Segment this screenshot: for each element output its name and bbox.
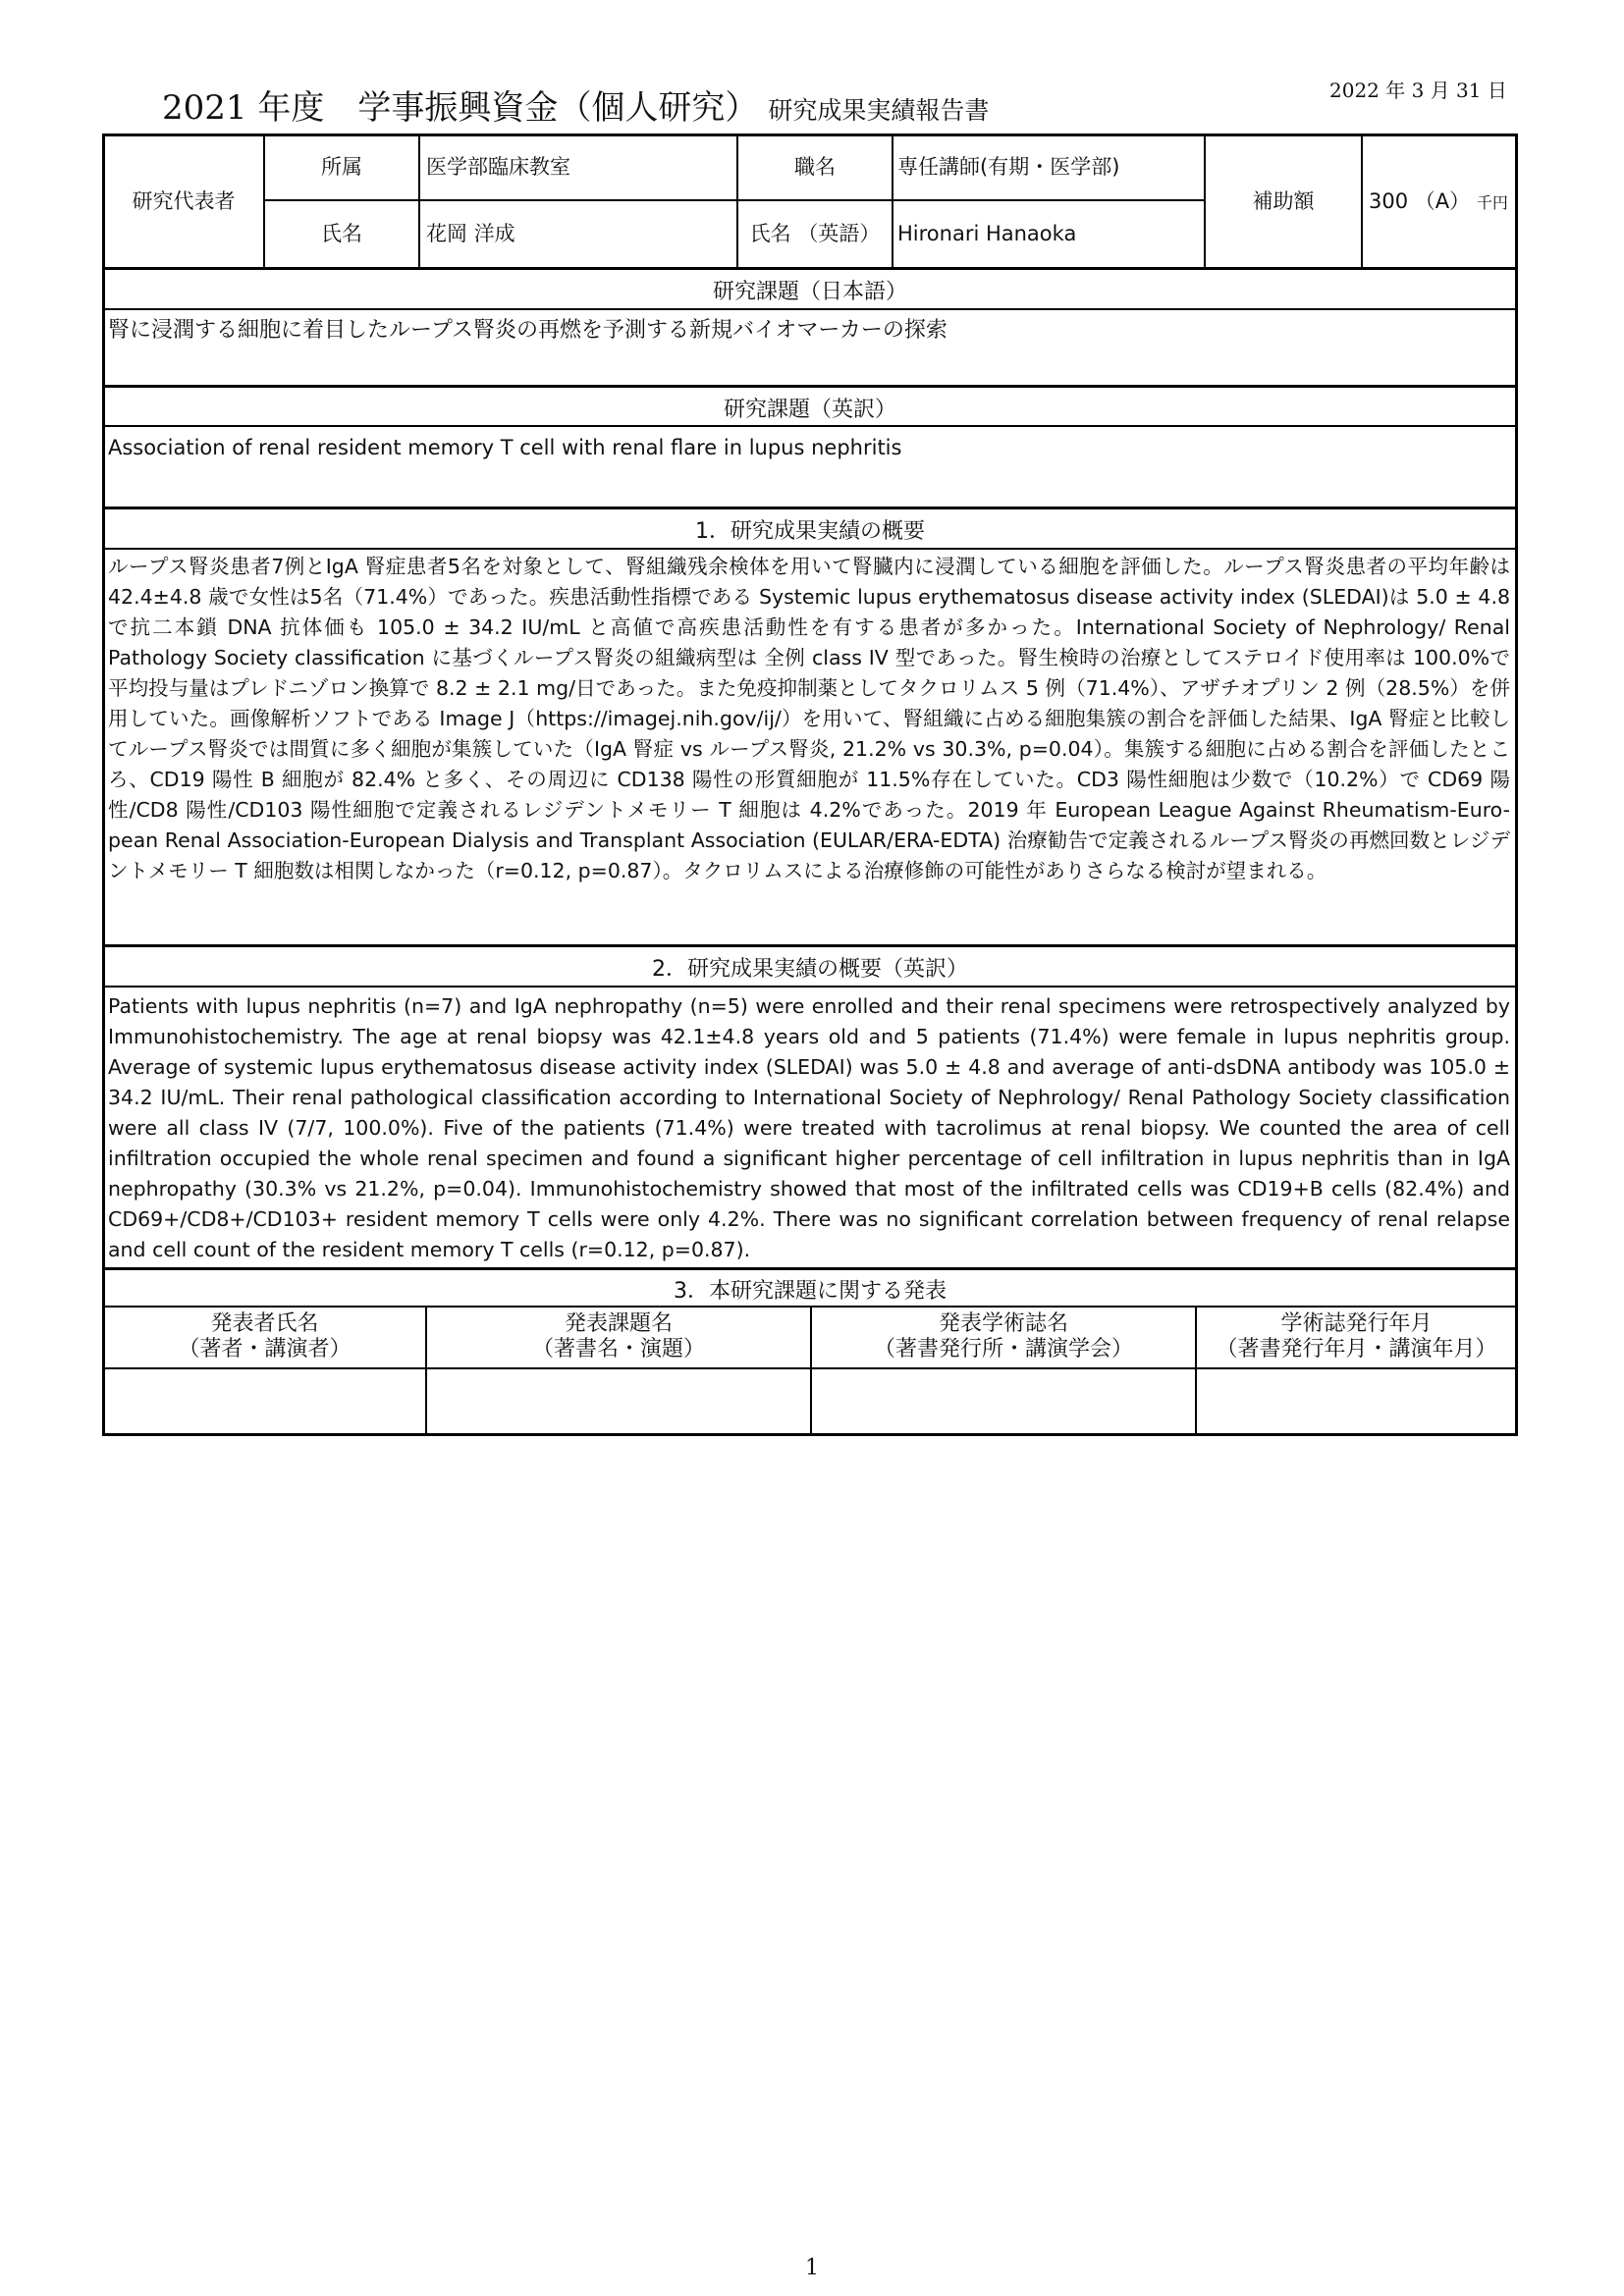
name-value: 花岡 洋成 (426, 222, 515, 245)
page-number: 1 (805, 2256, 819, 2280)
theme-ja-heading: 研究課題（日本語） (712, 280, 907, 304)
pub-col-journal-line1: 発表学術誌名 (938, 1311, 1068, 1336)
divider (102, 507, 1518, 509)
summary-en-text: Patients with lupus nephritis (n=7) and IgA nephropathy (n=5) were enrolled and their renal specimens were retrospectively analyzed by Immunohistochemistry. The age at renal biopsy was 42.1±4.8 years old and 5 patients (71.4%) were female in lupus nephritis group. Average of systemic lupus erythematosus disease activity index (SLEDAI) was 5.0 ± 4.8 and average of anti-dsDNA antibody was 105.0 ± 34.2 IU/mL. Their renal pathological classification according to International Society of Nephrology/ Renal Pathology Society classification were all class IV (7/7, 100.0%). Five of the patients (71.4%) were treated with tacrolimus at renal biopsy. We counted the area of cell infiltration occupied the whole renal specimen and found a significant higher percentage of cell infiltration in lupus nephritis than in IgA nephropathy (30.3% vs 21.2%, p=0.04). Immunohistochemistry showed that most of the infiltrated cells was CD19+B cells (82.4%) and CD69+/CD8+/CD103+ resident memory T cells were only 4.2%. There was no significant correlation between frequency of renal relapse and cell count of the resident memory T cells (r=0.12, p=0.87). (108, 994, 1510, 1261)
grant-unit: 千円 (1476, 193, 1508, 212)
divider (263, 133, 265, 267)
summary-en-heading: 2．研究成果実績の概要（英訳） (652, 957, 968, 982)
position-label: 職名 (794, 155, 836, 179)
divider (102, 425, 1518, 427)
divider (102, 986, 1518, 988)
theme-ja-text: 腎に浸潤する細胞に着目したループス腎炎の再燃を予測する新規バイオマーカーの探索 (108, 318, 947, 343)
divider (892, 133, 893, 267)
summary-ja-text: ループス腎炎患者7例とIgA 腎症患者5名を対象として、腎組織残余検体を用いて腎臓内に浸潤している細胞を評価した。ループス腎炎患者の平均年齢は 42.4±4.8 歳で女性は5名（71.4%）であった。疾患活動性指標である Systemic lupus erythematosus disease activity index (SLEDAI)は 5.0 ± 4.8 で抗二本鎖 DNA 抗体価も 105.0 ± 34.2 IU/mL と高値で高疾患活動性を有する患者が多かった。International Society of Nephrology/ Renal Pathology Society classification に基づくループス腎炎の組織病型は 全例 class IV 型であった。腎生検時の治療としてステロイド使用率は 100.0%で平均投与量はプレドニゾロン換算で 8.2 ± 2.1 mg/日であった。また免疫抑制薬としてタクロリムス 5 例（71.4%）、アザチオプリン 2 例（28.5%）を併用していた。画像解析ソフトである Image J（https://imagej.nih.gov/ij/）を用いて、腎組織に占める細胞集簇の割合を評価した結果、IgA 腎症と比較してループス腎炎では間質に多く細胞が集簇していた（IgA 腎症 vs ループス腎炎, 21.2% vs 30.3%, p=0.04）。集簇する細胞に占める割合を評価したところ、CD19 陽性 B 細胞が 82.4% と多く、その周辺に CD138 陽性の形質細胞が 11.5%存在していた。CD3 陽性細胞は少数で（10.2%）で CD69 陽性/CD8 陽性/CD103 陽性細胞で定義されるレジデントメモリー T 細胞は 4.2%であった。2019 年 European League Against Rheumatism-Euro- pean Renal Association-European Dialysis and Transplant Association (EULAR/ERA-EDTA) 治療勧告で定義されるループス腎炎の再燃回数とレジデントメモリー T 細胞数は相関しなかった（r=0.12, p=0.87）。タクロリムスによる治療修飾の可能性がありさらなる検討が望まれる。 (108, 555, 1510, 882)
affiliation-label: 所属 (321, 155, 362, 179)
report-date: 2022 年 3 月 31 日 (1329, 79, 1507, 102)
divider (102, 944, 1518, 947)
pub-col-date-line2: （著書発行年月・講演年月） (1216, 1337, 1497, 1362)
pub-col-title-line2: （著書名・演題） (531, 1337, 705, 1362)
pub-col-authors-line2: （著者・講演者） (178, 1337, 352, 1362)
pub-col-journal (812, 1311, 1195, 1362)
grant-amount (1369, 189, 1508, 214)
representative-label: 研究代表者 (132, 189, 236, 213)
pub-col-authors (104, 1311, 425, 1362)
pub-col-title-line1: 発表課題名 (564, 1311, 673, 1336)
name-en-value: Hironari Hanaoka (897, 222, 1077, 245)
pub-col-date (1197, 1311, 1516, 1362)
grant-value: 300 （A） (1369, 189, 1471, 213)
divider (418, 133, 420, 267)
theme-en-heading: 研究課題（英訳） (723, 398, 896, 422)
pub-col-authors-line1: 発表者氏名 (210, 1311, 319, 1336)
pub-col-journal-line2: （著書発行所・講演学会） (873, 1337, 1133, 1362)
name-en-label: 氏名 （英語） (749, 222, 881, 245)
divider (102, 548, 1518, 550)
affiliation-value: 医学部臨床教室 (426, 155, 570, 179)
pub-col-title (427, 1311, 810, 1362)
title-sub: 研究成果実績報告書 (768, 96, 990, 125)
divider (102, 385, 1518, 388)
summary-ja-heading: 1．研究成果実績の概要 (695, 519, 925, 544)
divider (736, 133, 738, 267)
title-main: 2021 年度 学事振興資金（個人研究） (162, 88, 759, 128)
pub-col-date-line1: 学術誌発行年月 (1280, 1311, 1433, 1336)
grant-label: 補助額 (1252, 189, 1315, 213)
name-label: 氏名 (321, 222, 362, 245)
divider (102, 1267, 1518, 1270)
page-title (162, 80, 989, 129)
divider (263, 199, 1204, 201)
publications-heading: 3．本研究課題に関する発表 (674, 1279, 947, 1304)
divider (102, 267, 1518, 270)
position-value: 専任講師(有期・医学部) (897, 155, 1120, 179)
theme-en-text: Association of renal resident memory T cell with renal flare in lupus nephritis (108, 436, 902, 459)
divider (1361, 133, 1363, 267)
divider (102, 308, 1518, 310)
